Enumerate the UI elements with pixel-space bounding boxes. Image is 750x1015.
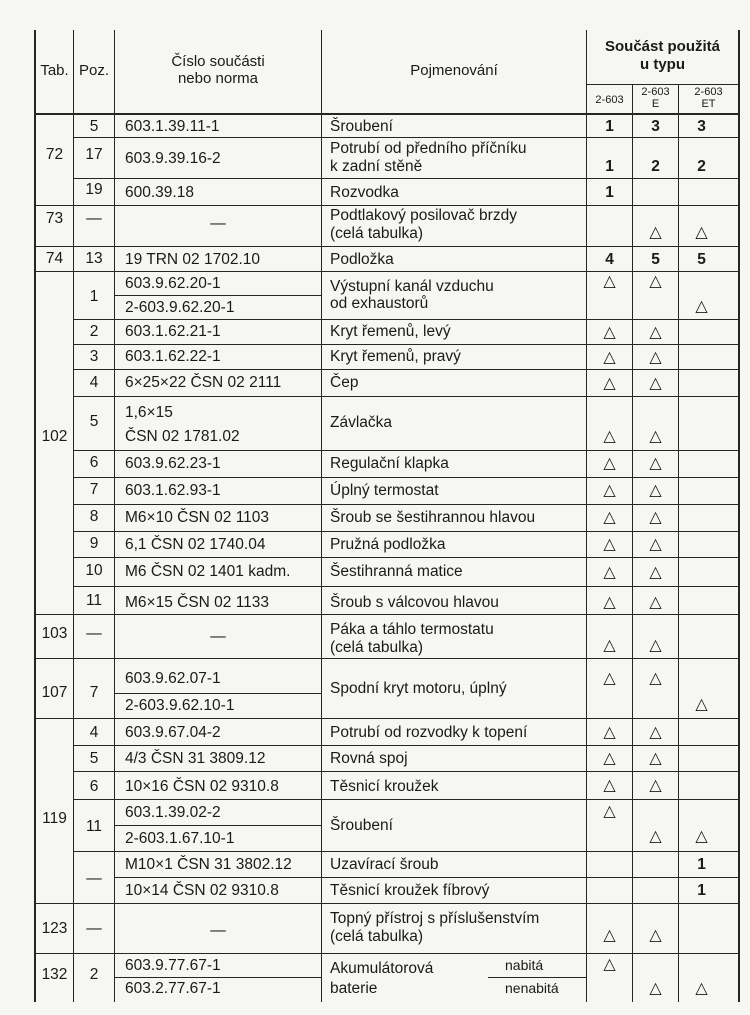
row-poz: — <box>86 625 102 642</box>
triangle-icon: △ <box>603 750 616 767</box>
row-poz: 1 <box>89 288 99 305</box>
triangle-icon: △ <box>649 594 662 611</box>
triangle-icon: △ <box>603 349 616 366</box>
row-nazev: Šroub s válcovou hlavou <box>330 594 499 611</box>
row-qty-2-603: 1 <box>605 184 614 201</box>
triangle-icon: △ <box>603 428 616 445</box>
triangle-icon: △ <box>695 828 708 845</box>
header-type-2-603e-a: 2-603 <box>641 86 670 98</box>
row-nazev-line1: Akumulátorová <box>330 960 434 977</box>
subrow-line <box>114 693 321 694</box>
row-poz: 11 <box>85 592 103 609</box>
triangle-icon: △ <box>695 224 708 241</box>
row-cislo-line1: M10×1 ČSN 31 3802.12 <box>125 856 292 873</box>
row-poz: 5 <box>89 413 99 430</box>
triangle-icon: △ <box>603 324 616 341</box>
triangle-icon: △ <box>603 273 616 290</box>
row-qty-2-603e: 2 <box>651 158 660 175</box>
row-poz: 7 <box>89 684 99 701</box>
subrow-line <box>114 825 321 826</box>
subrow-line <box>114 877 740 878</box>
row-cislo-line2: ČSN 02 1781.02 <box>125 428 240 445</box>
row-line <box>73 504 740 505</box>
triangle-icon: △ <box>649 536 662 553</box>
col-divider-poz <box>114 30 115 1002</box>
group-line-74 <box>34 271 740 272</box>
row-nazev-line1: Výstupní kanál vzduchu <box>330 278 494 295</box>
triangle-icon: △ <box>649 750 662 767</box>
row-nazev: Rozvodka <box>330 184 399 201</box>
triangle-icon: △ <box>649 349 662 366</box>
row-cislo-line2: 603.2.77.67-1 <box>125 980 221 997</box>
group-line-73 <box>34 246 740 247</box>
row-line <box>73 531 740 532</box>
row-cislo-line1: 603.9.77.67-1 <box>125 957 221 974</box>
triangle-icon: △ <box>649 724 662 741</box>
triangle-icon: △ <box>603 956 616 973</box>
row-cislo: 603.1.62.22-1 <box>125 348 221 365</box>
row-poz: 4 <box>89 374 99 391</box>
triangle-icon: △ <box>649 273 662 290</box>
triangle-icon: △ <box>603 455 616 472</box>
col-divider-cislo <box>321 30 322 1002</box>
header-cislo-line2: nebo norma <box>177 70 259 87</box>
row-nazev-line2: (celá tabulka) <box>330 928 424 945</box>
header-soucast-line2: u typu <box>640 56 685 73</box>
row-tab: 73 <box>45 210 64 227</box>
row-line <box>73 319 740 320</box>
row-poz: — <box>86 210 102 227</box>
row-cislo-line1: 1,6×15 <box>125 404 173 421</box>
row-nazev: Spodní kryt motoru, úplný <box>330 680 507 697</box>
row-cislo: 603.1.62.93-1 <box>125 482 221 499</box>
row-qty-2-603et: 3 <box>697 118 706 135</box>
row-line <box>73 477 740 478</box>
row-tab: 103 <box>41 625 68 642</box>
row-line <box>73 586 740 587</box>
row-nazev: Regulační klapka <box>330 455 449 472</box>
triangle-icon: △ <box>649 375 662 392</box>
row-line <box>73 178 740 179</box>
header-soucast-line1: Součást použitá <box>604 38 720 55</box>
row-line <box>73 369 740 370</box>
row-poz: — <box>86 870 102 887</box>
group-line-107 <box>34 718 740 719</box>
row-poz: 11 <box>85 818 103 835</box>
triangle-icon: △ <box>649 777 662 794</box>
row-cislo: 4/3 ČSN 31 3809.12 <box>125 750 266 767</box>
row-nazev-line1: Uzavírací šroub <box>330 856 439 873</box>
row-qty-2-603: 1 <box>605 158 614 175</box>
triangle-icon: △ <box>649 482 662 499</box>
row-qty-2-603et: 2 <box>697 158 706 175</box>
row-line <box>73 557 740 558</box>
triangle-icon: △ <box>649 670 662 687</box>
row-nazev-line2: (celá tabulka) <box>330 225 424 242</box>
row-nazev: Čep <box>330 374 359 391</box>
row-cislo: 19 TRN 02 1702.10 <box>125 251 261 268</box>
header-type-2-603et-b: ET <box>701 98 716 110</box>
row-poz: 13 <box>85 250 103 267</box>
row-subtype-nenabita: nenabitá <box>505 980 559 996</box>
row-nazev: Závlačka <box>330 414 393 431</box>
triangle-icon: △ <box>649 509 662 526</box>
row-tab: 107 <box>41 684 68 701</box>
triangle-icon: △ <box>603 509 616 526</box>
row-nazev-line2: od exhaustorů <box>330 295 429 312</box>
row-poz: 6 <box>89 778 99 795</box>
row-cislo: — <box>210 922 226 939</box>
group-line-123 <box>34 953 740 954</box>
row-poz: 19 <box>85 181 103 198</box>
row-line <box>73 771 740 772</box>
row-cislo: M6 ČSN 02 1401 kadm. <box>125 563 291 580</box>
row-poz: 10 <box>85 562 103 579</box>
triangle-icon: △ <box>649 828 662 845</box>
row-poz: 4 <box>89 724 99 741</box>
row-tab: 123 <box>41 920 68 937</box>
triangle-icon: △ <box>649 927 662 944</box>
subrow-line <box>114 295 321 296</box>
row-tab: 119 <box>42 810 67 827</box>
row-nazev: Těsnicí kroužek <box>330 778 439 795</box>
triangle-icon: △ <box>603 375 616 392</box>
row-qty-2-603e: 3 <box>651 118 660 135</box>
triangle-icon: △ <box>649 455 662 472</box>
row-nazev-line2: Těsnicí kroužek fíbrový <box>330 882 490 899</box>
row-nazev-line1: Podtlakový posilovač brzdy <box>330 207 517 224</box>
triangle-icon: △ <box>603 564 616 581</box>
header-type-2-603et-a: 2-603 <box>694 86 723 98</box>
row-poz: 5 <box>89 118 99 135</box>
header-poz: Poz. <box>78 62 109 79</box>
triangle-icon: △ <box>603 536 616 553</box>
triangle-icon: △ <box>649 564 662 581</box>
row-qty-2-603et: 1 <box>697 856 706 873</box>
triangle-icon: △ <box>603 777 616 794</box>
row-cislo: 10×16 ČSN 02 9310.8 <box>125 778 279 795</box>
row-qty-2-603: 4 <box>605 251 614 268</box>
triangle-icon: △ <box>649 224 662 241</box>
row-nazev: Kryt řemenů, pravý <box>330 348 461 365</box>
row-nazev-line1: Topný přístroj s příslušenstvím <box>330 910 540 927</box>
table-border-left <box>34 30 36 1002</box>
row-cislo-line2: 2-603.9.62.10-1 <box>125 697 235 714</box>
group-line-119 <box>34 903 740 904</box>
triangle-icon: △ <box>603 594 616 611</box>
row-cislo: — <box>210 215 226 232</box>
row-cislo: 6×25×22 ČSN 02 2111 <box>125 374 282 391</box>
header-cislo-line1: Číslo součásti <box>171 53 265 70</box>
subrow-line <box>114 977 321 978</box>
triangle-icon: △ <box>649 428 662 445</box>
row-qty-2-603e: 5 <box>651 251 660 268</box>
group-line-102 <box>34 614 740 615</box>
row-nazev: Pružná podložka <box>330 536 446 553</box>
row-line <box>73 851 740 852</box>
triangle-icon: △ <box>603 637 616 654</box>
row-cislo-line1: 603.9.62.07-1 <box>125 670 221 687</box>
triangle-icon: △ <box>649 324 662 341</box>
row-cislo: 600.39.18 <box>125 184 194 201</box>
row-subtype-nabita: nabitá <box>505 957 544 973</box>
header-type-2-603: 2-603 <box>595 94 624 106</box>
row-cislo: 603.9.62.23-1 <box>125 455 221 472</box>
row-line <box>73 137 740 138</box>
row-cislo-line1: 603.9.62.20-1 <box>125 275 221 292</box>
row-nazev: Potrubí od rozvodky k topení <box>330 724 528 741</box>
header-type-2-603e-b: E <box>651 98 660 110</box>
triangle-icon: △ <box>649 637 662 654</box>
row-line <box>73 344 740 345</box>
header-tab: Tab. <box>40 62 69 79</box>
row-qty-2-603et: 1 <box>697 882 706 899</box>
subrow-line <box>488 977 586 978</box>
row-line <box>73 745 740 746</box>
row-nazev-line2: (celá tabulka) <box>330 639 424 656</box>
row-qty-2-603et: 5 <box>697 251 706 268</box>
row-cislo-line2: 2-603.1.67.10-1 <box>125 830 235 847</box>
row-poz: 9 <box>89 535 99 552</box>
triangle-icon: △ <box>695 298 708 315</box>
row-poz: 2 <box>89 323 99 340</box>
header-bottom-line <box>34 113 740 115</box>
table-border-right <box>738 30 740 1002</box>
row-nazev: Podložka <box>330 251 394 268</box>
row-nazev-line1: Páka a táhlo termostatu <box>330 621 494 638</box>
triangle-icon: △ <box>695 980 708 997</box>
row-qty-2-603: 1 <box>605 118 614 135</box>
row-poz: 5 <box>89 750 99 767</box>
header-type-line <box>586 84 738 85</box>
row-tab: 74 <box>45 250 64 267</box>
row-nazev-line2: baterie <box>330 980 378 997</box>
row-line <box>73 799 740 800</box>
row-nazev: Kryt řemenů, levý <box>330 323 451 340</box>
row-nazev: Úplný termostat <box>330 482 439 499</box>
row-cislo: 6,1 ČSN 02 1740.04 <box>125 536 266 553</box>
row-cislo-line2: 2-603.9.62.20-1 <box>125 299 235 316</box>
row-cislo: 603.9.39.16-2 <box>125 150 221 167</box>
row-cislo: 603.9.67.04-2 <box>125 724 221 741</box>
row-tab: 132 <box>41 966 68 983</box>
row-cislo: — <box>210 628 226 645</box>
row-cislo-line1: 603.1.39.02-2 <box>125 804 221 821</box>
row-cislo: M6×10 ČSN 02 1103 <box>125 509 270 526</box>
row-poz: 8 <box>89 508 99 525</box>
row-poz: 2 <box>89 966 99 983</box>
row-poz: — <box>86 920 102 937</box>
triangle-icon: △ <box>695 696 708 713</box>
row-tab: 72 <box>45 146 64 163</box>
triangle-icon: △ <box>649 980 662 997</box>
row-nazev: Šestihranná matice <box>330 563 463 580</box>
triangle-icon: △ <box>603 724 616 741</box>
triangle-icon: △ <box>603 670 616 687</box>
row-line <box>73 396 740 397</box>
group-line-72 <box>34 205 740 206</box>
row-cislo-line2: 10×14 ČSN 02 9310.8 <box>125 882 279 899</box>
row-nazev: Šroubení <box>330 118 393 135</box>
row-cislo: 603.1.39.11-1 <box>125 118 220 135</box>
row-nazev: Rovná spoj <box>330 750 408 767</box>
row-poz: 6 <box>89 454 99 471</box>
row-poz: 17 <box>85 146 103 163</box>
row-tab: 102 <box>41 428 68 445</box>
row-nazev: Šroub se šestihrannou hlavou <box>330 509 536 526</box>
row-cislo: 603.1.62.21-1 <box>125 323 221 340</box>
group-line-103 <box>34 658 740 659</box>
row-cislo: M6×15 ČSN 02 1133 <box>125 594 270 611</box>
triangle-icon: △ <box>603 927 616 944</box>
row-nazev-line2: k zadní stěně <box>330 158 423 175</box>
triangle-icon: △ <box>603 803 616 820</box>
row-poz: 7 <box>89 481 99 498</box>
row-line <box>73 450 740 451</box>
header-pojmenovani: Pojmenování <box>410 62 498 79</box>
row-nazev-line1: Potrubí od předního příčníku <box>330 140 527 157</box>
triangle-icon: △ <box>603 482 616 499</box>
row-nazev: Šroubení <box>330 817 393 834</box>
row-poz: 3 <box>89 348 99 365</box>
